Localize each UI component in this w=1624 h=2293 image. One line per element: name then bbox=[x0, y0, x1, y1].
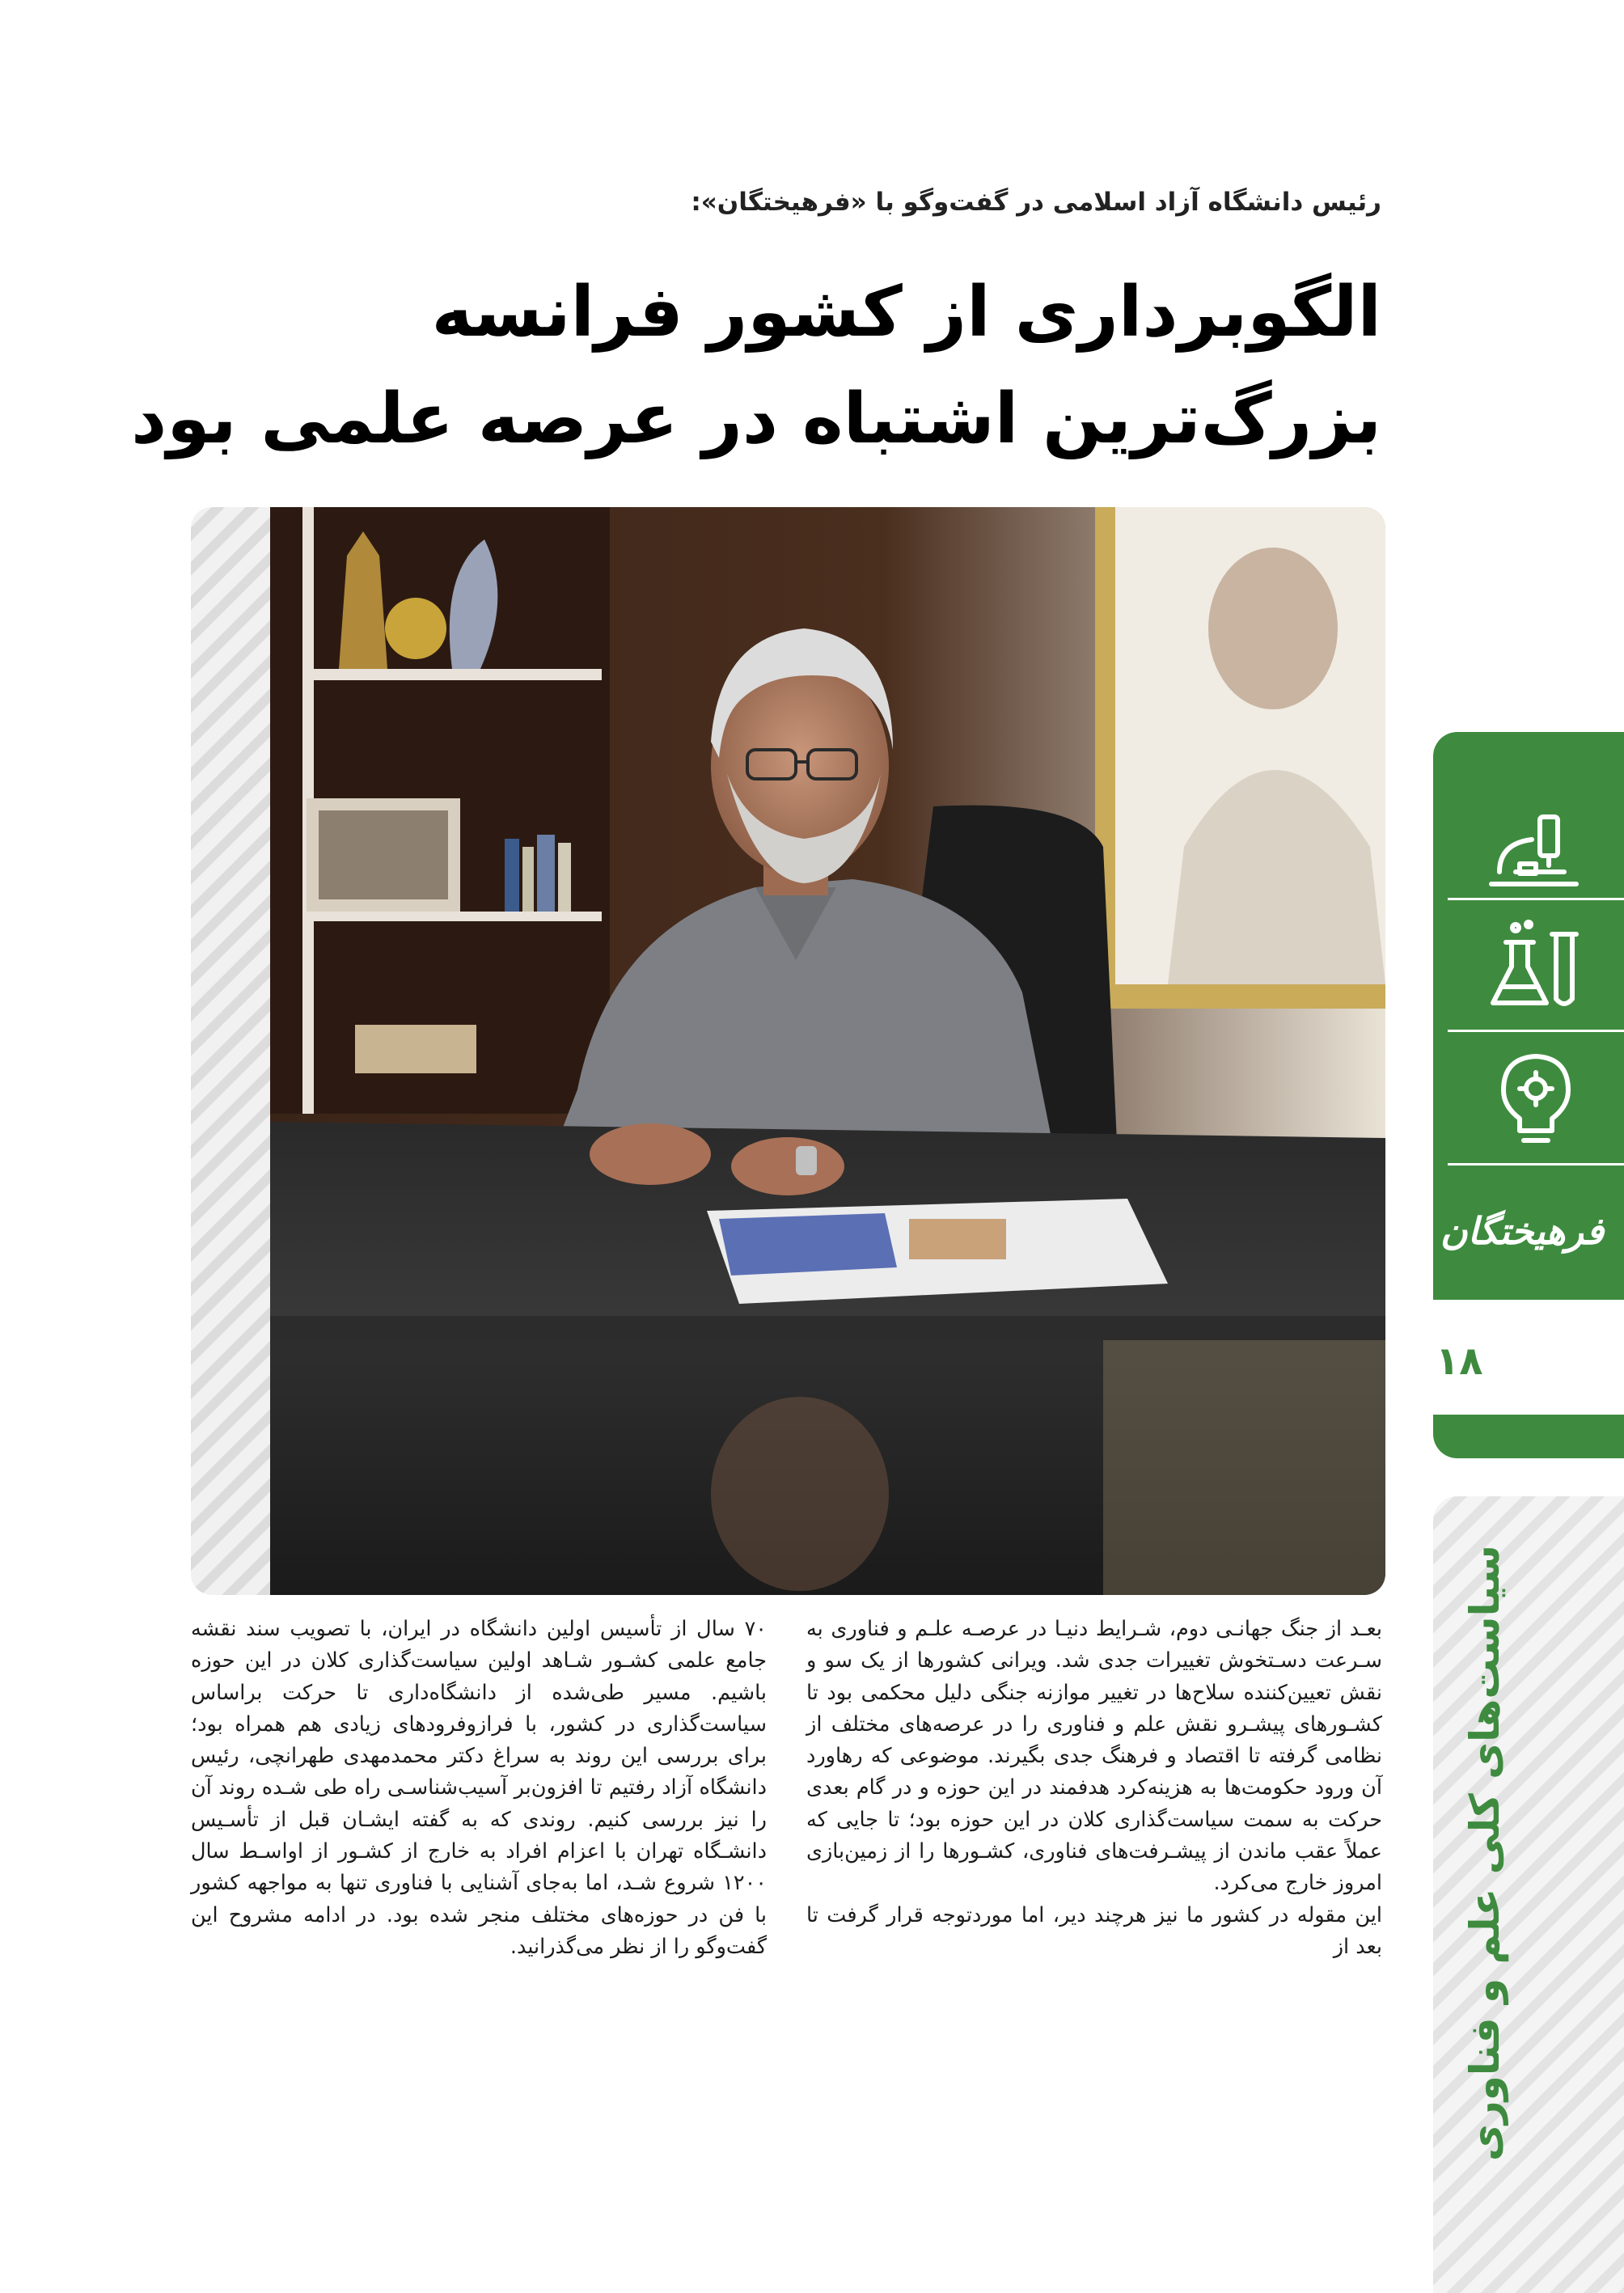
page-number: ۱۸ bbox=[1436, 1339, 1483, 1384]
microscope-icon bbox=[1448, 801, 1624, 902]
icon-divider bbox=[1448, 1030, 1624, 1032]
body-paragraph: این مقوله در کشور ما نیز هرچند دیر، اما موردتوجه قرار گرفت تا بعد از bbox=[806, 1902, 1382, 1959]
section-title-text: سیاست‌های کلی علم و فناوری bbox=[1461, 1545, 1508, 2161]
article-kicker: رئیس دانشگاه آزاد اسلامی در گفت‌وگو با «فرهیختگان»: bbox=[691, 188, 1381, 217]
icon-divider bbox=[1448, 898, 1624, 900]
photo-frame bbox=[191, 507, 1385, 1595]
body-paragraph: بعـد از جنگ جهانـی دوم، شـرایط دنیـا در عرصـه علـم و فناوری به سـرعت دسـتخوش تغییرات جدی شد. ویرانی کشورها از یک سو و نقش تعیین‌کننده سلاح‌ها در تغییر موازنه جنگی دلیل محکمی بود تا کشـورهای پیشـرو نقش علم و فناوری را در عرصه‌های مختلف از نظامی گرفته تا اقتصاد و فرهنگ جدی بگیرند. موضوعی که رهاورد آن ورود حکومت‌ها به هزینه‌کرد هدفمند در این حوزه و در گام بعدی حرکت به سمت سیاست‌گذاری کلان در این حوزه بود؛ تا جایی که عملاً عقب ماندن از پیشـرفت‌های فناوری، کشـورها را از زمین‌بازی امروز خارج می‌کرد. bbox=[806, 1617, 1382, 1896]
article-photo bbox=[270, 507, 1385, 1595]
headline-line-2: بزرگ‌ترین اشتباه در عرصه علمی بود bbox=[131, 379, 1381, 459]
icon-divider bbox=[1448, 1163, 1624, 1166]
brand-logo: فرهیختگان bbox=[1440, 1209, 1605, 1253]
body-paragraph: ۷۰ سال از تأسیس اولین دانشگاه در ایران، با تصویب سند نقشه جامع علمی کشـور شـاهد اولین سیاست‌گذاری کلان در این حوزه باشیم. مسیر طی‌شده از دانشگاه‌داری تا حرکت براساس سیاست‌گذاری در کشور، با فرازوفرودهای زیادی هم همراه بود؛ برای بررسی این روند به سراغ دکتر محمدمهدی طهرانچی، رئیس دانشگاه آزاد رفتیم تا افزون‌بر آسیب‌شناسـی راه طی شـده روند آن را نیز بررسی کنیم. روندی که به گفته ایشـان قبل از تأسـیس دانشـگاه تهران با اعزام افراد به خارج از کشـور از اواسـط سال ۱۲۰۰ شروع شـد، اما به‌جای آشنایی با فناوری تنها به مواجهه کشور با فن در حوزه‌های مختلف منجر شده بود. در ادامه مشروح این گفت‌وگو را از نظر می‌گذرانید. bbox=[191, 1617, 767, 1959]
lightbulb-gear-icon bbox=[1448, 1039, 1624, 1161]
body-column-left bbox=[191, 1614, 767, 1963]
photo-illustration bbox=[270, 507, 1385, 1595]
article-headline bbox=[131, 259, 1381, 472]
flask-icon bbox=[1448, 906, 1624, 1027]
body-column-right bbox=[806, 1614, 1382, 1963]
headline-line-1: الگوبرداری از کشور فرانسه bbox=[431, 272, 1381, 353]
section-title bbox=[1461, 1545, 1510, 2161]
